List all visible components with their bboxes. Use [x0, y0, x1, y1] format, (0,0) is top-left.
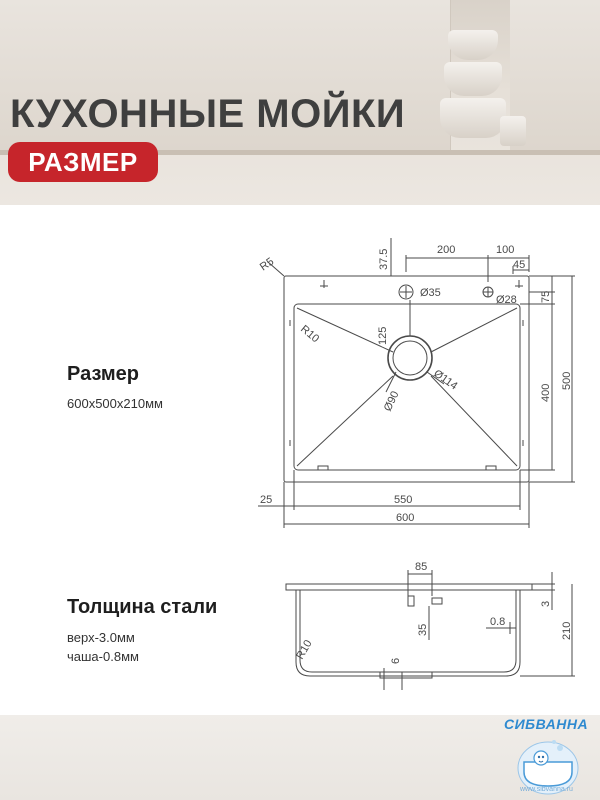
- size-value: 600х500х210мм: [67, 396, 163, 411]
- steel-title: Толщина стали: [67, 596, 218, 618]
- dim-45: 45: [513, 259, 526, 271]
- page-title: КУХОННЫЕ МОЙКИ: [10, 92, 406, 136]
- dim-d90: Ø90: [381, 389, 402, 414]
- side-rim: [286, 584, 532, 590]
- dim-35-side: 35: [417, 623, 429, 636]
- bowl-slope: [297, 376, 393, 466]
- size-title: Размер: [67, 363, 140, 385]
- brand-url: www.sibvanna.ru: [520, 786, 573, 793]
- dim-125: 125: [377, 326, 389, 345]
- steel-bowl: чаша-0.8мм: [67, 649, 139, 664]
- dim-d28: Ø28: [496, 294, 517, 306]
- bowl-outline: [294, 304, 520, 470]
- dim-d35: Ø35: [420, 287, 441, 299]
- bowl-slope: [431, 308, 517, 352]
- dim-d114: Ø114: [431, 367, 460, 393]
- dim-500: 500: [561, 371, 573, 390]
- dim-600: 600: [396, 512, 415, 524]
- drain-inner: [393, 341, 427, 375]
- dim-25: 25: [260, 494, 273, 506]
- bowl-slope: [431, 376, 517, 466]
- steel-top: верх-3.0мм: [67, 630, 135, 645]
- section-badge: РАЗМЕР: [8, 142, 158, 182]
- dim-0-8: 0.8: [490, 616, 506, 628]
- dim-550: 550: [394, 494, 413, 506]
- dim-3: 3: [540, 600, 552, 607]
- dim-85: 85: [415, 561, 428, 573]
- dim-6: 6: [390, 657, 402, 664]
- dim-400: 400: [540, 383, 552, 402]
- dim-37-5: 37.5: [378, 248, 390, 270]
- dim-r5: R5: [257, 255, 277, 274]
- drain-outer: [388, 336, 432, 380]
- dim-100: 100: [496, 244, 515, 256]
- brand-logo: СИБВАННА: [504, 716, 589, 732]
- dim-210: 210: [561, 621, 573, 640]
- dim-200: 200: [437, 244, 456, 256]
- dim-r10-side: R10: [294, 638, 315, 662]
- dim-75: 75: [540, 290, 552, 303]
- dim-r10: R10: [298, 323, 322, 346]
